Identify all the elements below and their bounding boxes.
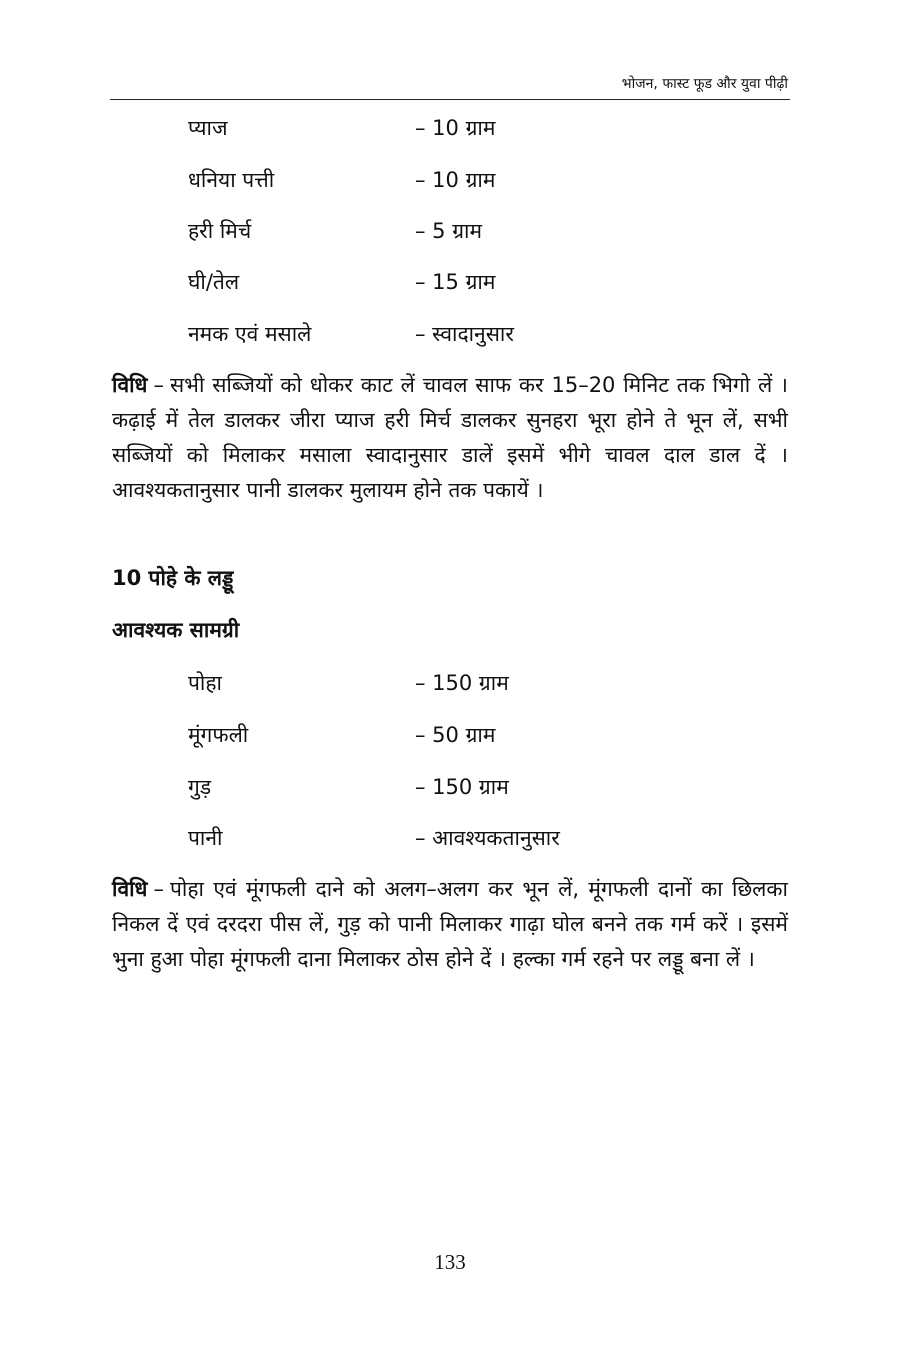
ingredient-qty: – 15 ग्राम [415, 270, 496, 294]
method-label: विधि [112, 373, 148, 397]
ingredient-name: नमक एवं मसाले [188, 322, 312, 346]
method-separator: – [153, 373, 164, 397]
ingredient-name: पानी [188, 826, 223, 850]
ingredient-qty: – 5 ग्राम [415, 219, 483, 243]
method-paragraph [112, 872, 788, 977]
recipe-title: 10 पोहे के लड्डू [112, 566, 234, 590]
ingredient-name: मूंगफली [188, 723, 249, 747]
ingredient-name: धनिया पत्ती [188, 168, 275, 192]
method-paragraph [112, 368, 788, 508]
ingredient-name: घी/तेल [188, 270, 240, 294]
ingredient-qty: – 150 ग्राम [415, 671, 509, 695]
ingredient-qty: – स्वादानुसार [415, 322, 514, 346]
header-rule [110, 99, 790, 100]
page-number: 133 [434, 1250, 466, 1274]
ingredient-qty: – 150 ग्राम [415, 775, 509, 799]
method-text: पोहा एवं मूंगफली दाने को अलग–अलग कर भून लें, मूंगफली दानों का छिलका निकल दें एवं दरदरा पीस लें, गुड़ को पानी मिलाकर गाढ़ा घोल बनने तक गर्म करें । इसमें भुना हुआ पोहा मूंगफली दाना मिलाकर ठोस होने दें । हल्का गर्म रहने पर लड्डू बना लें । [112, 877, 788, 971]
ingredient-qty: – आवश्यकतानुसार [415, 826, 560, 850]
ingredient-name: प्याज [188, 116, 228, 140]
ingredient-qty: – 10 ग्राम [415, 168, 496, 192]
method-separator: – [153, 877, 164, 901]
method-label: विधि [112, 877, 148, 901]
ingredient-qty: – 50 ग्राम [415, 723, 496, 747]
ingredient-qty: – 10 ग्राम [415, 116, 496, 140]
ingredients-heading: आवश्यक सामग्री [112, 618, 240, 642]
running-head: भोजन, फास्ट फूड और युवा पीढ़ी [621, 76, 788, 92]
method-text: सभी सब्जियों को धोकर काट लें चावल साफ कर 15–20 मिनिट तक भिगो लें । कढ़ाई में तेल डालकर जीरा प्याज हरी मिर्च डालकर सुनहरा भूरा होने ते भून लें, सभी सब्जियों को मिलाकर मसाला स्वादानुसार डालें इसमें भीगे चावल दाल डाल दें । आवश्यकतानुसार पानी डालकर मुलायम होने तक पकायें । [112, 373, 788, 502]
ingredient-name: हरी मिर्च [188, 219, 252, 243]
ingredient-name: पोहा [188, 671, 222, 695]
ingredient-name: गुड़ [188, 775, 212, 799]
